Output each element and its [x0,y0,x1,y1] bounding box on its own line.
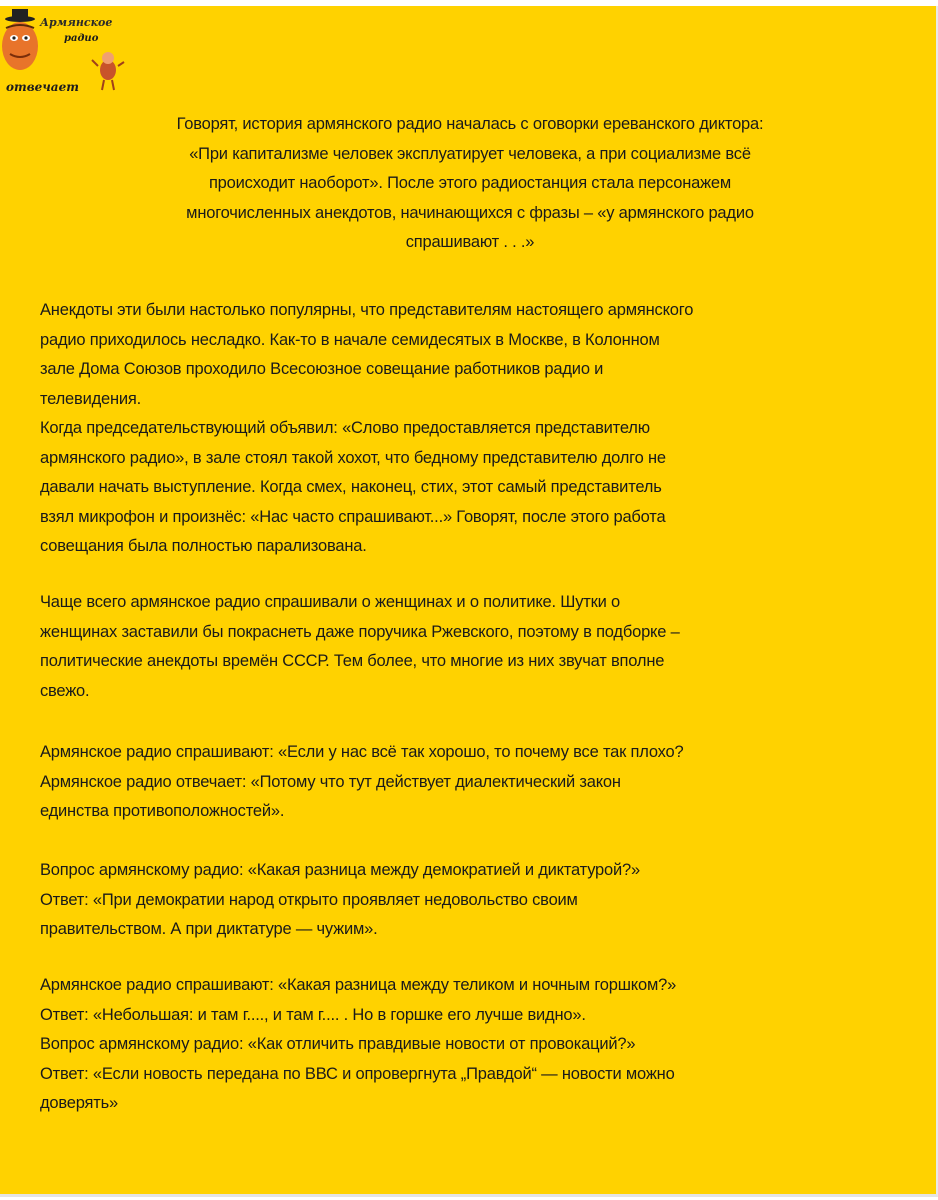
text-line: Чаще всего армянское радио спрашивали о женщинах и о политике. Шутки о [40,593,621,611]
text-line: Анекдоты эти были настолько популярны, что представителям настоящего армянского [40,301,694,319]
text-line: спрашивают . . .» [405,233,535,251]
joke-tv [40,971,910,1030]
text-line: телевидения. [40,389,142,408]
logo-text-radio: радио [64,33,99,44]
joke-dialectics [40,738,910,827]
text-line: Ответ: «Если новость передана по ВВС и опровергнута „Правдой“ — новости можно [40,1064,675,1083]
text-line: Ответ: «При демократии народ открыто проявляет недовольство своим [40,890,578,909]
logo-text-answers: отвечает [6,80,79,94]
text-line: совещания была полностью парализована. [40,537,367,555]
text-line: Ответ: «Небольшая: и там г...., и там г.... . Но в горшке его лучше видно». [40,1005,586,1024]
intro-paragraph [40,110,900,258]
text-line: многочисленных анекдотов, начинающихся с фразы – «у армянского радио [186,203,754,222]
text-line: Армянское радио спрашивают: «Если у нас всё так хорошо, то почему все так плохо? [40,743,684,761]
text-line: Когда председательствующий объявил: «Слово предоставляется представителю [40,419,650,437]
paragraph-topics [40,588,910,706]
joke-democracy [40,856,910,945]
text-line: армянского радио», в зале стоял такой хохот, что бедному представителю долго не [40,448,666,467]
text-line: давали начать выступление. Когда смех, наконец, стих, этот самый представитель [40,478,662,496]
text-line: политические анекдоты времён СССР. Тем более, что многие из них звучат вполне [40,652,665,670]
text-line: радио приходилось несладко. Как-то в начале семидесятых в Москве, в Колонном [40,330,660,349]
slide [0,6,938,1197]
text-line: Армянское радио отвечает: «Потому что тут действует диалектический закон [40,772,621,791]
paragraph-popularity [40,296,910,562]
text-line: Говорят, история армянского радио началась с оговорки ереванского диктора: [176,115,764,133]
text-line: взял микрофон и произнёс: «Нас часто спрашивают...» Говорят, после этого работа [40,507,666,526]
text-line: свежо. [40,681,90,700]
text-line: доверять» [40,1094,119,1112]
logo-text-armenian: Армянское [40,16,113,29]
text-line: зале Дома Союзов проходило Всесоюзное совещание работников радио и [40,360,604,378]
armenian-radio-logo [0,6,140,98]
text-line: Армянское радио спрашивают: «Какая разница между теликом и ночным горшком?» [40,976,677,994]
joke-news [40,1030,910,1119]
text-line: единства противоположностей». [40,802,285,820]
text-line: правительством. А при диктатуре — чужим». [40,920,378,938]
text-line: женщинах заставили бы покраснеть даже поручика Ржевского, поэтому в подборке – [40,622,680,641]
text-line: Вопрос армянскому радио: «Как отличить правдивые новости от провокаций?» [40,1035,636,1053]
text-line: происходит наоборот». После этого радиостанция стала персонажем [208,174,732,192]
text-line: «При капитализме человек эксплуатирует человека, а при социализме всё [189,144,751,163]
text-line: Вопрос армянскому радио: «Какая разница между демократией и диктатурой?» [40,861,640,879]
